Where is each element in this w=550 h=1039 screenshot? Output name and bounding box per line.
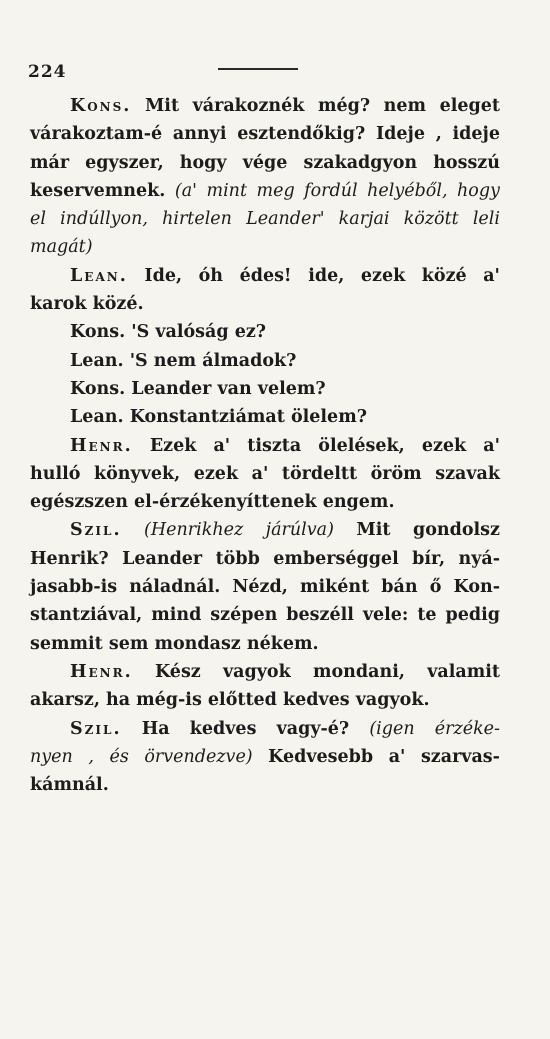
word: több [215,548,260,569]
word: nem [153,350,203,371]
word: kámnál. [30,775,109,796]
word: közé [421,265,467,286]
text-line [30,205,500,233]
word: szavak [435,463,500,484]
text-line [30,347,500,375]
word: szarvas- [420,746,500,767]
word: Szil. [70,520,122,541]
word: egészszen [30,492,135,513]
word: náladnál. [129,577,221,598]
word: hirtelen [162,209,232,230]
word: vagy-é? [276,718,350,739]
word: mondasz [154,633,247,654]
word: bán [381,577,418,598]
word: a' [483,265,500,286]
text-line [30,290,500,318]
word: Leander' [246,209,325,230]
word: el [30,209,46,230]
word: Kons. [70,378,132,399]
word: leli [472,209,500,230]
word: vége [242,152,288,173]
page-number: 224 [28,62,67,82]
word: miként [299,577,370,598]
word: jasabb-is [30,577,118,598]
word: a' [483,435,500,456]
word: eleget [439,96,500,116]
word: könyvek, [93,463,181,484]
word: meg [256,180,295,201]
word: Henrik? [30,548,109,569]
word: között [403,209,459,230]
word: nyen [30,746,73,767]
word: keservemnek. [30,180,166,201]
word: Leander [122,548,203,569]
word: Nézd, [232,577,288,598]
word: óh [198,265,224,286]
word: a' [213,435,231,456]
text-line [30,686,500,714]
word: Ide, [144,265,183,286]
word: , [88,746,94,767]
word: Lean. [70,407,130,428]
word: stantziával, [30,605,143,626]
word: ölelem? [290,407,367,428]
word: 'S [129,350,154,371]
word: közé. [92,294,144,315]
word: Ideje [375,124,425,145]
header-rule [218,68,298,70]
word: magát) [30,237,93,258]
word: hogy [457,180,500,201]
word: várakoznék [192,96,305,116]
word: ide, [308,265,345,286]
word: te [417,605,437,626]
text-line [30,573,500,601]
text-line [30,233,500,261]
text-line [30,743,500,771]
word: hosszú [433,152,500,173]
word: ezek [421,435,467,456]
word: mind [151,605,202,626]
word: a' [251,463,269,484]
text-line [30,658,500,686]
word: akarsz, [30,690,106,711]
word: Kons. [70,96,132,116]
word: egyszer, [85,152,164,173]
word: előtted [207,690,283,711]
word: vagyok [223,661,291,682]
word: érzéke- [434,718,500,739]
word: Ha [141,718,170,739]
word: (igen [369,718,415,739]
text-line [30,177,500,205]
word: szépen [210,605,278,626]
word: valamit [427,661,500,682]
word: ideje [452,124,500,145]
word: még-is [136,690,208,711]
text-line [30,262,500,290]
word: várakoztam-é [30,124,163,145]
word: örvendezve) [144,746,253,767]
word: kedves [189,718,257,739]
word: Lean. [70,265,128,286]
text-line [30,715,500,743]
word: nékem. [246,633,319,654]
word: Henr. [70,661,133,682]
word: bír, [412,548,446,569]
text-line [30,516,500,544]
word: Kedvesebb [268,746,374,767]
word: , [435,124,442,145]
word: beszéll [286,605,354,626]
text-line [30,432,500,460]
word: nem [383,96,427,116]
word: van [217,378,258,399]
text-line [30,488,500,516]
word: ölelések, [318,435,405,456]
word: édes! [239,265,292,286]
word: mondani, [312,661,405,682]
word: Szil. [70,718,122,739]
word: és [109,746,129,767]
word: hogy [179,152,227,173]
word: mint [206,180,247,201]
word: Ezek [149,435,197,456]
word: ezek [193,463,239,484]
word: el-érzékenyíttenek [134,492,323,513]
page-text [30,92,500,799]
word: kedves [283,690,356,711]
word: fordúl [304,180,358,201]
word: (a' [174,180,197,201]
word: Kon- [453,577,500,598]
word: a' [388,746,406,767]
word: valóság [155,322,235,343]
word: Mit [144,96,180,116]
word: Leander [131,378,218,399]
word: öröm [370,463,422,484]
word: karok [30,294,93,315]
word: ezek [360,265,406,286]
word: sem [108,633,155,654]
text-line [30,375,500,403]
word: (Henrikhez [144,520,244,541]
word: Kész [154,661,201,682]
word: szakadgyon [303,152,418,173]
word: velem? [257,378,326,399]
word: tördeltt [281,463,358,484]
text-line [30,630,500,658]
word: gondolsz [412,520,500,541]
word: vele: [362,605,409,626]
word: ha [106,690,137,711]
word: karjai [338,209,390,230]
word: ez? [234,322,267,343]
word: tiszta [247,435,302,456]
word: annyi [172,124,227,145]
word: Konstantziámat [129,407,291,428]
word: pedig [445,605,500,626]
word: járúlva) [265,520,334,541]
word: Lean. [70,350,130,371]
word: álmadok? [202,350,297,371]
text-line [30,403,500,431]
word: Mit [356,520,391,541]
word: engem. [322,492,395,513]
text-line [30,120,500,148]
word: indúllyon, [60,209,148,230]
word: 'S [131,322,156,343]
word: hulló [30,463,81,484]
word: még? [317,96,371,116]
text-line [30,149,500,177]
text-line [30,460,500,488]
word: ő [429,577,442,598]
word: nyá- [458,548,500,569]
word: esztendőkig? [237,124,366,145]
word: Kons. [70,322,132,343]
text-line [30,318,500,346]
word: semmit [30,633,109,654]
text-line [30,601,500,629]
word: helyéből, [367,180,448,201]
text-line [30,771,500,799]
word: már [30,152,70,173]
text-line [30,545,500,573]
word: Henr. [70,435,133,456]
word: vagyok. [355,690,430,711]
text-line [30,92,500,120]
word: emberséggel [273,548,399,569]
